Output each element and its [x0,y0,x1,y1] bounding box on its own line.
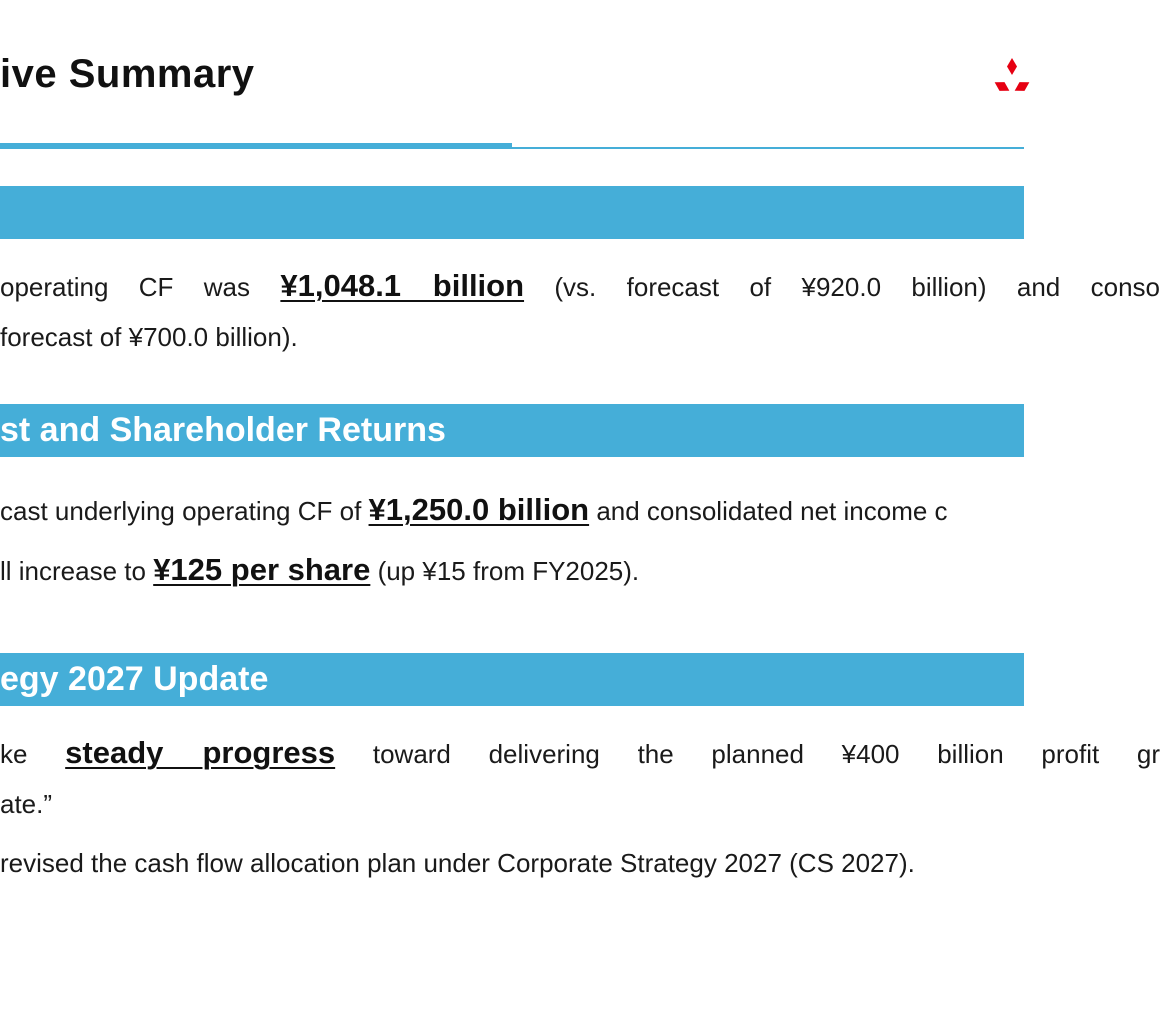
text-segment: toward delivering the planned ¥400 billion profit gr [335,739,1160,769]
highlight-dividend: ¥125 per share [153,552,371,587]
section-3-line-2 [0,789,52,820]
section-3-heading [0,653,1024,706]
text-segment: operating CF was [0,272,281,302]
section-2-heading [0,404,1024,457]
header-rule-thick [0,143,512,149]
text-segment: (vs. forecast of ¥920.0 billion) and conso [524,272,1160,302]
section-1-line-2 [0,322,298,353]
text-segment: forecast of ¥700.0 billion). [0,322,298,352]
text-segment: ate.” [0,789,53,819]
section-2-line-2 [0,552,639,588]
text-segment: and consolidated net income c [589,496,948,526]
text-segment: cast underlying operating CF of [0,496,369,526]
page-title: ive Summary [0,52,255,96]
section-1-line-1 [0,268,1160,304]
header-rule-thin [512,147,1024,149]
section-1-heading [0,186,1024,239]
section-3-heading-text: egy 2027 Update [0,660,269,698]
text-segment: ke [0,739,66,769]
highlight-operating-cf: ¥1,048.1 billion [280,268,525,303]
highlight-steady-progress: steady progress [65,735,336,770]
highlight-forecast-cf: ¥1,250.0 billion [368,492,590,527]
text-segment: revised the cash flow allocation plan under Corporate Strategy 2027 (CS 2027). [0,848,915,878]
section-2-heading-text: st and Shareholder Returns [0,411,446,449]
three-diamonds-logo-icon [992,58,1032,96]
text-segment: ll increase to [0,556,154,586]
text-segment: (up ¥15 from FY2025). [370,556,640,586]
section-3-line-3 [0,848,915,879]
section-3-line-1 [0,735,1160,771]
section-2-line-1 [0,492,948,528]
